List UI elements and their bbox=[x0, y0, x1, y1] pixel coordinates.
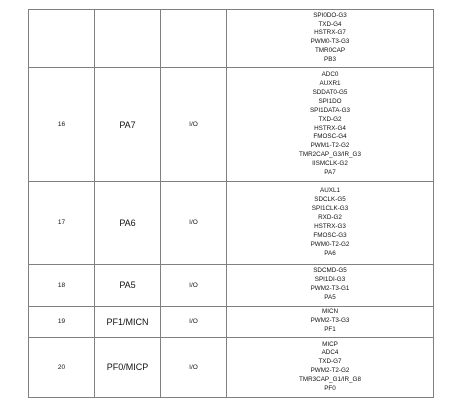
pin-type-cell: I/O bbox=[161, 264, 227, 306]
function-entry: PWM2-T3-G1 bbox=[310, 285, 350, 293]
pin-number-cell: 16 bbox=[29, 67, 95, 181]
function-entry: HSTRX-G3 bbox=[314, 222, 346, 230]
pin-functions-cell bbox=[227, 337, 434, 397]
pin-functions-cell bbox=[227, 182, 434, 264]
function-entry: TMR3CAP_G1/IR_G8 bbox=[299, 376, 361, 384]
function-entry: TXD-G4 bbox=[318, 20, 342, 28]
function-entry: PA6 bbox=[324, 249, 336, 257]
pin-type-cell: I/O bbox=[161, 182, 227, 264]
pin-name-cell bbox=[95, 10, 161, 68]
pin-function-table bbox=[28, 9, 434, 398]
pin-number-cell: 20 bbox=[29, 337, 95, 397]
pin-type-cell: I/O bbox=[161, 307, 227, 338]
function-entry: PA7 bbox=[324, 169, 336, 177]
function-entry: MICN bbox=[321, 308, 339, 316]
function-entry: SPI0DO-G3 bbox=[313, 11, 347, 19]
pin-name-cell: PF1/MICN bbox=[95, 307, 161, 338]
function-entry: ADC0 bbox=[321, 70, 339, 78]
pin-number-cell: 17 bbox=[29, 182, 95, 264]
function-entry: IISMCLK-G2 bbox=[312, 160, 348, 168]
function-entry: AUXL1 bbox=[320, 187, 340, 195]
function-entry: HSTRX-G7 bbox=[314, 29, 346, 37]
function-entry: TXD-G7 bbox=[318, 358, 342, 366]
function-entry: TMR0CAP bbox=[314, 47, 346, 55]
pin-functions-cell bbox=[227, 307, 434, 338]
function-entry: SDCMD-G5 bbox=[313, 267, 347, 275]
function-entry: PF1 bbox=[324, 326, 336, 334]
function-entry: PWM0-T2-G2 bbox=[310, 240, 350, 248]
table-row bbox=[29, 182, 434, 264]
function-entry: TXD-G2 bbox=[318, 115, 342, 123]
function-entry: RXD-G2 bbox=[318, 214, 342, 222]
function-entry: AUXR1 bbox=[319, 79, 341, 87]
pin-name-cell: PF0/MICP bbox=[95, 337, 161, 397]
function-entry: PB3 bbox=[324, 56, 336, 64]
table-row bbox=[29, 264, 434, 306]
function-entry: PF0 bbox=[324, 385, 336, 393]
function-entry: SPI1DO bbox=[318, 97, 342, 105]
table-row bbox=[29, 307, 434, 338]
function-entry: SDCLK-G5 bbox=[314, 196, 346, 204]
pin-functions-cell bbox=[227, 67, 434, 181]
pin-number-cell: 19 bbox=[29, 307, 95, 338]
pin-functions-cell bbox=[227, 264, 434, 306]
function-entry: PWM0-T3-G3 bbox=[310, 38, 350, 46]
function-entry: SDDAT0-G5 bbox=[312, 88, 348, 96]
pin-name-cell: PA6 bbox=[95, 182, 161, 264]
function-entry: TMR2CAP_G3/IR_G3 bbox=[299, 151, 361, 159]
function-entry: SPI1CLK-G3 bbox=[311, 205, 349, 213]
function-entry: PA5 bbox=[324, 294, 336, 302]
function-entry: FMOSC-G3 bbox=[313, 231, 347, 239]
function-entry: PWM2-T2-G2 bbox=[310, 367, 350, 375]
function-entry: PWM2-T3-G3 bbox=[310, 317, 350, 325]
table-row bbox=[29, 10, 434, 68]
pin-functions-cell bbox=[227, 10, 434, 68]
function-entry: ADC4 bbox=[321, 349, 339, 357]
function-entry: PWM1-T2-G2 bbox=[310, 142, 350, 150]
function-entry: SPI1DI-G3 bbox=[314, 276, 346, 284]
pin-number-cell bbox=[29, 10, 95, 68]
function-entry: MICP bbox=[322, 340, 338, 348]
function-entry: SPI1DATA-G3 bbox=[309, 106, 350, 114]
table-row bbox=[29, 67, 434, 181]
pin-number-cell: 18 bbox=[29, 264, 95, 306]
pin-type-cell bbox=[161, 10, 227, 68]
pin-name-cell: PA7 bbox=[95, 67, 161, 181]
pin-type-cell: I/O bbox=[161, 67, 227, 181]
pin-name-cell: PA5 bbox=[95, 264, 161, 306]
function-entry: HSTRX-G4 bbox=[314, 124, 346, 132]
function-entry: FMOSC-G4 bbox=[313, 133, 347, 141]
table-row bbox=[29, 337, 434, 397]
pin-type-cell: I/O bbox=[161, 337, 227, 397]
